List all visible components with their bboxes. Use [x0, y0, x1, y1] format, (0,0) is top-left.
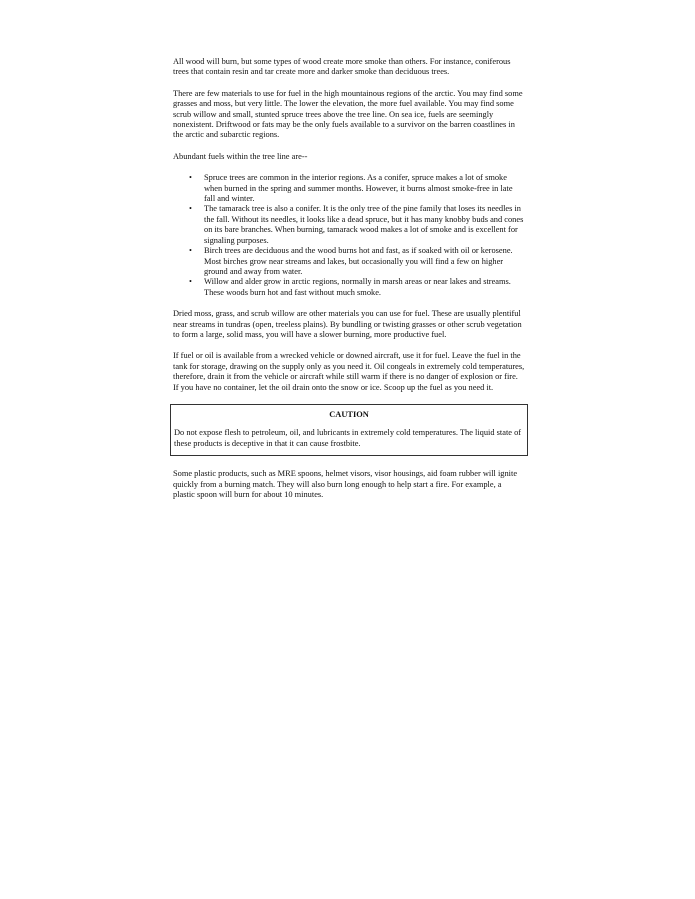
list-item-text: Birch trees are deciduous and the wood burns hot and fast, as if soaked with oil or kerosene. Most birches grow near streams and lakes, but occasionally you will find a few on higher ground and away from water. — [204, 246, 513, 276]
caution-text: Do not expose flesh to petroleum, oil, and lubricants in extremely cold temperatures. The liquid state of these products is deceptive in that it can cause frostbite. — [174, 428, 522, 448]
fuel-bullet-list — [173, 173, 525, 298]
document-page — [173, 57, 525, 511]
bullet-icon: • — [189, 277, 192, 287]
caution-title: CAUTION — [329, 409, 369, 419]
bullet-icon: • — [189, 246, 192, 256]
paragraph-moss-grass: Dried moss, grass, and scrub willow are other materials you can use for fuel. These are usually plentiful near streams in tundras (open, treeless plains). By bundling or twisting grasses or other scrub vegetation to form a large, solid mass, you will have a slower burning, more productive fuel. — [173, 309, 522, 339]
bullet-icon: • — [189, 173, 192, 183]
bullet-icon: • — [189, 204, 192, 214]
list-item-text: Spruce trees are common in the interior regions. As a conifer, spruce makes a lot of smoke when burned in the spring and summer months. However, it burns almost smoke-free in late fall and winter. — [204, 173, 513, 204]
list-item — [173, 204, 525, 246]
paragraph-mountain-fuels: There are few materials to use for fuel in the high mountainous regions of the arctic. You may find some grasses and moss, but very little. The lower the elevation, the more fuel available. You may find some scrub willow and small, stunted spruce trees above the tree line. On sea ice, fuels are seemingly nonexistent. Driftwood or fats may be the only fuels available to a survivor on the barren coastlines in the arctic and subarctic regions. — [173, 88, 523, 140]
paragraph-wood-smoke: All wood will burn, but some types of wood create more smoke than others. For instance, coniferous trees that contain resin and tar create more and darker smoke than deciduous trees. — [173, 57, 511, 77]
list-item-text: Willow and alder grow in arctic regions, normally in marsh areas or near lakes and streams. These woods burn hot and fast without much smoke. — [204, 277, 511, 297]
list-item-text: The tamarack tree is also a conifer. It is the only tree of the pine family that loses its needles in the fall. Without its needles, it looks like a dead spruce, but it has many knobby buds and cones on its bare branches. When burning, tamarack wood makes a lot of smoke and is excellent for signaling purposes. — [204, 204, 524, 245]
paragraph-abundant-fuels-intro: Abundant fuels within the tree line are-- — [173, 151, 308, 161]
caution-box — [170, 404, 528, 456]
paragraph-plastic-products: Some plastic products, such as MRE spoons, helmet visors, visor housings, aid foam rubber will ignite quickly from a burning match. They will also burn long enough to help start a fire. For example, a plastic spoon will burn for about 10 minutes. — [173, 469, 518, 499]
list-item — [173, 277, 525, 298]
paragraph-fuel-oil: If fuel or oil is available from a wrecked vehicle or downed aircraft, use it for fuel. Leave the fuel in the tank for storage, drawing on the supply only as you need it. Oil congeals in extremely cold temperatures, therefore, drain it from the vehicle or aircraft while still warm if there is no danger of explosion or fire. If you have no container, let the oil drain onto the snow or ice. Scoop up the fuel as you need it. — [173, 351, 525, 392]
list-item — [173, 173, 525, 204]
list-item — [173, 246, 525, 277]
